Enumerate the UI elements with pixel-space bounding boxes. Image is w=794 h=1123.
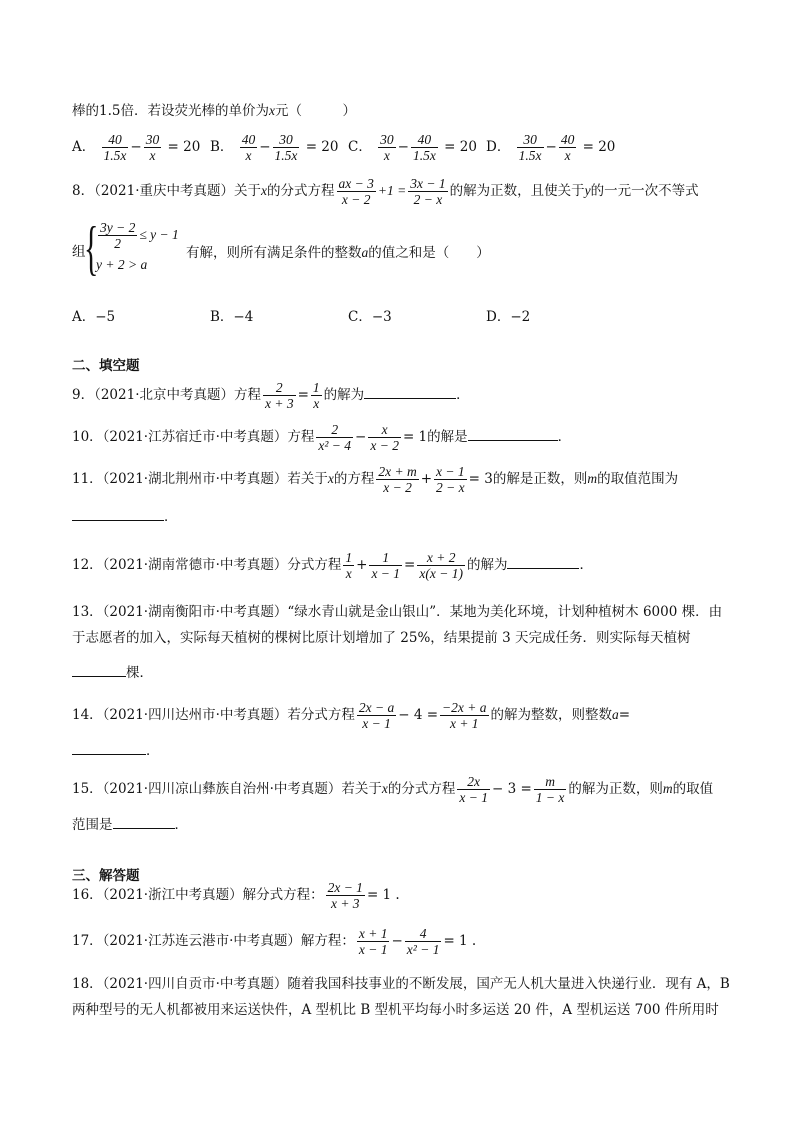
q8-option-b: B．−4 [210, 309, 254, 325]
q11 [72, 464, 678, 495]
denominator: x − 2 [376, 479, 418, 495]
plus: + [356, 557, 368, 573]
numerator: −2x + a [442, 700, 487, 715]
q8-end-b: 的值之和是（ ） [368, 245, 490, 261]
denominator: 1.5x [103, 148, 127, 163]
numerator: 2x + m [378, 464, 417, 479]
q12-suffix: 的解为 [466, 557, 508, 573]
rhs: = 3 [468, 471, 493, 487]
numerator: 2 [331, 422, 339, 437]
fraction [326, 880, 365, 911]
period: ． [164, 509, 178, 525]
q13-line1: 13．（2021·湖南衡阳市·中考真题）“绿水青山就是金山银山”．某地为美化环境，计划种植树木 6000 棵．由 [72, 604, 723, 620]
numerator: x [381, 422, 388, 437]
denominator: x + 3 [326, 895, 365, 911]
numerator: x + 2 [426, 550, 456, 565]
denominator: x + 3 [265, 396, 294, 411]
q8-option-c: C．−3 [348, 309, 392, 325]
section-heading-fill-in: 二、填空题 [72, 358, 140, 374]
fraction [408, 176, 447, 207]
answer-blank[interactable] [507, 556, 579, 569]
numerator: 40 [417, 132, 432, 147]
denominator: x − 1 [459, 790, 488, 805]
answer-blank[interactable] [113, 816, 175, 829]
numerator: 40 [241, 132, 256, 147]
q13-line2: 于志愿者的加入，实际每天植树的棵树比原计划增加了 25%，结果提前 3 天完成任务．则实际每天植树 [72, 630, 691, 646]
fraction [368, 422, 401, 453]
numerator: 30 [279, 132, 293, 147]
fraction [316, 422, 353, 453]
numerator: m [545, 774, 555, 789]
q8-line1 [72, 176, 699, 207]
fraction [376, 464, 418, 495]
q18-line1: 18．（2021·四川自贡市·中考真题）随着我国科技事业的不断发展，国产无人机大量进入快递行业．现有 A，B [72, 976, 730, 992]
numerator: 40 [108, 132, 122, 147]
ineq1-rhs: ≤ y − 1 [139, 227, 179, 242]
q8-after: 的解为正数，且使关于 [449, 183, 585, 199]
minus-four: − 4 = [398, 707, 439, 723]
numerator: ax − 3 [338, 176, 374, 191]
option-letter: C． [348, 139, 372, 155]
fraction [357, 700, 396, 731]
numerator: 2x [467, 774, 481, 789]
q7-tail [72, 104, 356, 119]
q10-prefix: 10．（2021·江苏宿迁市·中考真题）方程 [72, 429, 315, 445]
q15-mid: 的分式方程 [387, 781, 456, 797]
fraction [144, 132, 162, 163]
numerator: 30 [523, 132, 537, 147]
q18-line2: 两种型号的无人机都被用来运送快件，A 型机比 B 型机平均每小时多运送 20 件，A 型机运送 700 件所用时 [72, 1002, 719, 1018]
q8-var3: a [361, 245, 369, 260]
fraction [273, 132, 300, 163]
denominator: 1.5x [412, 148, 436, 163]
period: ． [456, 387, 470, 403]
q9 [72, 380, 470, 411]
q17-prefix: 17．（2021·江苏连云港市·中考真题）解方程： [72, 933, 355, 949]
denominator: 2 − x [436, 480, 465, 495]
q15-prefix: 15．（2021·四川凉山彝族自治州·中考真题）若关于 [72, 781, 382, 797]
equals: = [404, 557, 416, 573]
equals: = [618, 707, 631, 723]
q15 [72, 774, 713, 805]
rhs: = 20 [305, 139, 339, 155]
q15-tail: 的取值 [672, 781, 714, 797]
denominator: x [559, 147, 577, 163]
answer-blank[interactable] [72, 664, 126, 677]
q8-plus: +1 = [377, 183, 407, 198]
fraction [357, 926, 390, 957]
fraction [457, 774, 490, 805]
numerator: 30 [145, 132, 160, 147]
inequality-2: y + 2 > a [96, 257, 148, 272]
numerator: 1 [345, 550, 353, 565]
q8-mid: 的分式方程 [267, 183, 335, 199]
numerator: 40 [560, 132, 575, 147]
fraction [343, 550, 354, 581]
denominator: x − 1 [357, 715, 396, 731]
q14-var: a [612, 707, 619, 722]
denominator: x [144, 147, 162, 163]
q11-prefix: 11．（2021·湖北荆州市·中考真题）若关于 [72, 471, 328, 487]
q11-tail: 的取值范围为 [597, 471, 679, 487]
plus: + [420, 471, 433, 487]
rhs: = 20 [444, 139, 477, 155]
q8-end-a: 有解，则所有满足条件的整数 [186, 245, 362, 261]
q8-var2: y [584, 183, 591, 198]
inequality-1 [96, 220, 179, 251]
denominator: 2 − x [408, 191, 447, 207]
period: ． [579, 557, 593, 573]
numerator: 2x − a [358, 700, 395, 715]
denominator: x [240, 147, 258, 163]
answer-blank[interactable] [468, 428, 558, 441]
period: ． [146, 743, 160, 759]
answer-blank[interactable] [72, 742, 146, 755]
q8-option-a: A．−5 [72, 309, 116, 325]
denominator: 2 [98, 235, 137, 251]
minus-three: − 3 = [491, 781, 532, 797]
q8-tail: 的一元一次不等式 [590, 183, 699, 199]
period: ． [174, 817, 188, 833]
q7-option-c: C． $\frac{30}{x}$ − $\frac{40}{1.5x}$ = 20 [348, 132, 477, 163]
rhs: = 1 . [443, 933, 477, 949]
q8-end [186, 246, 490, 261]
q8-group-label: 组 [72, 244, 86, 260]
numerator: 30 [380, 132, 394, 147]
numerator: 1 [382, 550, 390, 565]
fraction [434, 464, 467, 495]
denominator: 1.5x [518, 148, 542, 163]
fraction [98, 220, 137, 251]
section-heading-solve: 三、解答题 [72, 868, 140, 884]
fraction [263, 380, 296, 411]
q8-option-d: D．−2 [486, 309, 531, 325]
rhs: = 1 . [366, 887, 400, 903]
minus: − [391, 933, 403, 949]
q13-unit: 棵． [126, 665, 153, 681]
numerator: 1 [312, 380, 320, 395]
fraction [411, 132, 438, 163]
answer-blank[interactable] [364, 386, 456, 399]
left-brace-icon: { [84, 215, 99, 281]
numerator: 4 [419, 926, 427, 941]
denominator: x² − 4 [318, 438, 352, 453]
q11-mid: 的方程 [333, 471, 375, 487]
q14-answer-line [72, 742, 160, 759]
period: ． [557, 429, 572, 445]
q9-prefix: 9．（2021·北京中考真题）方程 [72, 387, 261, 403]
denominator: x [311, 395, 322, 411]
q14 [72, 700, 630, 731]
denominator: x − 1 [371, 566, 401, 581]
denominator: x − 2 [370, 438, 399, 453]
fraction [534, 774, 567, 805]
q16 [72, 880, 400, 911]
q7-var: x [268, 103, 275, 118]
q8-var: x [261, 183, 267, 198]
numerator: x + 1 [358, 926, 388, 941]
fraction [559, 132, 577, 163]
q7-option-d: D． $\frac{30}{1.5x}$ − $\frac{40}{x}$ = 20 [486, 132, 616, 163]
fraction [517, 132, 544, 163]
q7-text: 棒的1.5倍．若设荧光棒的单价为 [72, 103, 269, 119]
equals: = [297, 387, 309, 403]
q11-answer-line [72, 508, 178, 525]
q11-var2: m [587, 471, 598, 486]
minus: − [355, 429, 367, 445]
rhs: = 20 [582, 139, 616, 155]
q9-suffix: 的解为 [323, 387, 365, 403]
q15-range-label: 范围是 [72, 817, 113, 833]
denominator: x − 1 [358, 942, 388, 957]
denominator: x + 1 [440, 715, 488, 731]
q13-line3 [72, 664, 153, 681]
q11-after: 的解是正数，则 [492, 471, 588, 487]
fraction [405, 926, 442, 957]
q7-unit: 元（ ） [274, 103, 356, 119]
q7-option-b: B． $\frac{40}{x}$ − $\frac{30}{1.5x}$ = 20 [210, 132, 339, 163]
denominator: 1.5x [274, 148, 298, 163]
q7-option-a: A． $\frac{40}{1.5x}$ − $\frac{30}{x}$ = 20 [72, 132, 201, 163]
denominator: x − 2 [337, 191, 376, 207]
rhs: = 1 [402, 429, 428, 445]
q15-var2: m [662, 781, 673, 796]
denominator: x [343, 565, 354, 581]
answer-blank[interactable] [72, 508, 164, 521]
fraction [369, 550, 402, 581]
fraction [378, 132, 396, 163]
numerator: 2 [275, 380, 283, 395]
fraction [240, 132, 258, 163]
q14-prefix: 14．（2021·四川达州市·中考真题）若分式方程 [72, 707, 355, 723]
q12-prefix: 12．（2021·湖南常德市·中考真题）分式方程 [72, 557, 342, 573]
q12 [72, 550, 593, 581]
rhs: = 20 [167, 139, 201, 155]
option-letter: B． [210, 139, 234, 155]
fraction [102, 132, 129, 163]
q17 [72, 926, 476, 957]
q15-after: 的解为正数，则 [568, 781, 663, 797]
q8-prefix: 8．（2021·重庆中考真题）关于 [72, 183, 261, 199]
numerator: 3x − 1 [410, 176, 446, 191]
denominator: x [378, 147, 396, 163]
option-letter: A． [72, 139, 96, 155]
q10-suffix: 的解是 [427, 429, 468, 445]
q15-line2 [72, 816, 188, 833]
denominator: x² − 1 [406, 942, 440, 957]
fraction [417, 550, 465, 581]
inequality-system [96, 220, 179, 273]
fraction [311, 380, 322, 411]
numerator: 2x − 1 [327, 880, 363, 895]
q10 [72, 422, 571, 453]
fraction [440, 700, 488, 731]
q11-var: x [327, 471, 334, 486]
numerator: 3y − 2 [100, 220, 136, 235]
numerator: x − 1 [436, 464, 465, 479]
q14-suffix: 的解为整数，则整数 [490, 707, 612, 723]
q15-var: x [381, 781, 388, 796]
denominator: 1 − x [535, 790, 565, 805]
q16-prefix: 16．（2021·浙江中考真题）解分式方程： [72, 887, 324, 903]
fraction [337, 176, 376, 207]
option-letter: D． [486, 139, 511, 155]
denominator: x(x − 1) [419, 566, 463, 581]
